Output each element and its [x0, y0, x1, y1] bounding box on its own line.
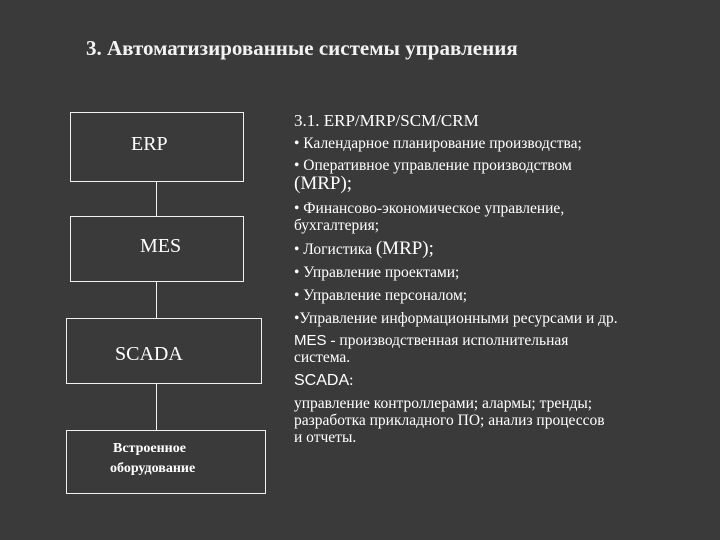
list-item: •Управление информационными ресурсами и др. — [294, 310, 618, 327]
embedded-equipment-box — [66, 430, 266, 494]
connector-line — [156, 182, 157, 216]
mes-definition: - производственная исполнительная — [330, 332, 569, 349]
scada-level-box — [66, 318, 262, 384]
list-item — [294, 240, 714, 258]
list-item: • Управление персоналом; — [294, 287, 468, 304]
erp-level-box — [70, 112, 244, 182]
list-item: • Финансово-экономическое управление, — [294, 200, 565, 217]
list-item-suffix: (MRP); — [294, 173, 353, 194]
scada-term: SCADA — [294, 372, 350, 389]
list-item-continuation: бухгалтерия; — [294, 217, 380, 234]
mes-definition-continuation: система. — [294, 349, 351, 366]
list-item: • Управление проектами; — [294, 264, 460, 281]
mes-label: MES — [140, 235, 182, 257]
list-item-text: • Оперативное управление производством — [294, 157, 572, 174]
scada-colon: : — [349, 372, 354, 389]
scada-definition: разработка прикладного ПО; анализ процессов — [294, 412, 605, 429]
mes-level-box — [70, 216, 244, 282]
scada-label: SCADA — [115, 343, 183, 365]
details-heading: 3.1. ERP/MRP/SCM/CRM — [294, 111, 479, 130]
embedded-label-line2: оборудование — [110, 461, 196, 476]
connector-line — [156, 384, 157, 430]
scada-definition: управление контроллерами; алармы; тренды; — [294, 395, 593, 412]
scada-definition: и отчеты. — [294, 429, 357, 446]
list-item: • Календарное планирование производства; — [294, 135, 582, 152]
details-panel — [294, 112, 714, 446]
connector-line — [156, 282, 157, 318]
page-title: 3. Автоматизированные системы управления — [86, 36, 518, 60]
scada-heading — [294, 372, 714, 389]
erp-label: ERP — [131, 133, 168, 155]
embedded-label-line1: Встроенное — [113, 441, 186, 456]
mes-description — [294, 332, 714, 349]
list-item — [294, 157, 714, 174]
list-item-suffix: (MRP); — [375, 238, 434, 259]
list-item-text: • Логистика — [294, 241, 372, 258]
mes-term: MES — [294, 332, 327, 349]
